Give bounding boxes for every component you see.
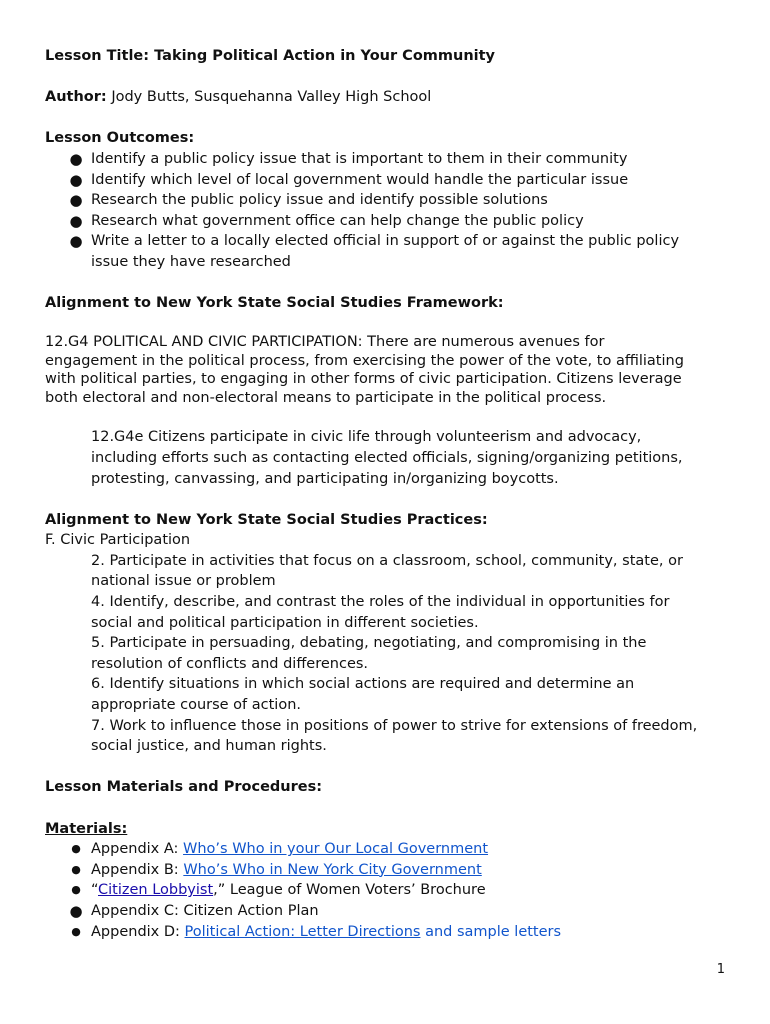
- bullet-icon: ●: [71, 862, 81, 876]
- list-item: ● Appendix A: Who’s Who in your Our Local Government: [45, 839, 735, 860]
- lesson-title: Lesson Title: Taking Political Action in Your Community: [45, 48, 496, 64]
- list-item: ● Write a letter to a locally elected official in support of or against the public policy: [69, 232, 680, 251]
- list-item: ● Identify a public policy issue that is important to them in their community: [69, 149, 628, 168]
- materials-heading: Materials:: [45, 820, 128, 837]
- list-item: ● Appendix D: Political Action: Letter Directions and sample letters: [45, 922, 735, 943]
- list-item: ● Identify which level of local government would handle the particular issue: [69, 170, 629, 189]
- bullet-icon: ●: [69, 170, 83, 189]
- bullet-icon: ●: [69, 211, 83, 230]
- list-item: ● Appendix B: Who’s Who in New York City Government: [45, 860, 735, 881]
- practices-heading: Alignment to New York State Social Studies Practices:: [45, 511, 488, 528]
- bullet-icon: ●: [71, 883, 81, 897]
- outcomes-heading: Lesson Outcomes:: [45, 130, 195, 147]
- bullet-icon: ●: [69, 149, 83, 168]
- list-item: ● “Citizen Lobbyist,” League of Women Voters’ Brochure: [45, 880, 735, 901]
- framework-paragraph: 12.G4 POLITICAL AND CIVIC PARTICIPATION: There are numerous avenues for engagement in the political process, from exercising the power of the vote, to affiliating with political parties, to engaging in other forms of civic participation. Citizens leverage both electoral and non-electoral means to participate in the political process.: [45, 334, 684, 406]
- letter-directions-link[interactable]: Political Action: Letter Directions: [184, 923, 421, 940]
- materials-list: [45, 839, 735, 942]
- author-line: Author: Jody Butts, Susquehanna Valley High School: [45, 89, 432, 106]
- appendix-b-link[interactable]: Who’s Who in New York City Government: [183, 861, 482, 878]
- list-item-continuation: issue they have researched: [91, 253, 291, 270]
- appendix-a-link[interactable]: Who’s Who in your Our Local Government: [183, 841, 489, 858]
- bullet-icon: ●: [69, 191, 83, 210]
- page-number: 1: [716, 962, 725, 977]
- citizen-lobbyist-link[interactable]: Citizen Lobbyist: [98, 882, 214, 899]
- list-item: ● Research what government office can help change the public policy: [69, 211, 584, 230]
- practices-category: F. Civic Participation: [45, 532, 191, 549]
- procedures-heading: Lesson Materials and Procedures:: [45, 779, 323, 796]
- bullet-icon: ●: [69, 232, 83, 251]
- bullet-icon: ●: [71, 924, 81, 938]
- list-item: ● Appendix C: Citizen Action Plan: [69, 901, 319, 920]
- framework-subsection: 12.G4e Citizens participate in civic life through volunteerism and advocacy, including efforts such as contacting elected officials, signing/organizing petitions, protesting, canvassing, and participating in/organizing boycotts.: [91, 429, 683, 487]
- bullet-icon: ●: [69, 901, 83, 920]
- list-item: ● Research the public policy issue and identify possible solutions: [69, 191, 548, 210]
- practices-list: 2. Participate in activities that focus on a classroom, school, community, state, or national issue or problem 4. Identify, describe, and contrast the roles of the individual in opportunities for social and political participation in different societies. 5. Participate in persuading, debating, negotiating, and compromising in the resolution of conflicts and differences. 6. Identify situations in which social actions are required and determine an appropriate course of action. 7. Work to influence those in positions of power to strive for extensions of freedom, social justice, and human rights.: [91, 552, 698, 755]
- document-page: [45, 46, 735, 942]
- outcomes-list: [45, 149, 735, 273]
- bullet-icon: ●: [71, 842, 81, 856]
- framework-heading: Alignment to New York State Social Studies Framework:: [45, 295, 504, 312]
